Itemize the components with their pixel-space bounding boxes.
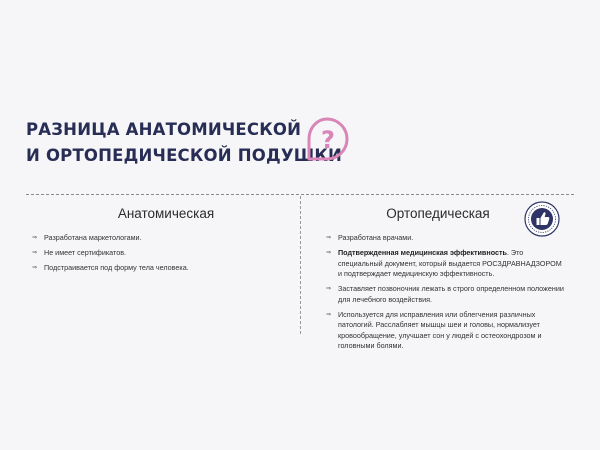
arrow-bullet-icon: ⇒ [32, 265, 38, 271]
page-title-line-1: РАЗНИЦА АНАТОМИЧЕСКОЙ [26, 120, 302, 139]
list-item [32, 233, 282, 244]
list-item-text: Подстраивается под форму тела человека. [44, 263, 189, 272]
list-item-bold-text: Подтвержденная медицинская эффективность [338, 248, 507, 257]
svg-text:?: ? [321, 126, 335, 154]
anatomical-list [32, 233, 282, 278]
list-item-text: Заставляет позвоночник лежать в строго определенном положении для лечебного воздействия. [338, 284, 564, 304]
arrow-bullet-icon: ⇒ [326, 250, 332, 256]
vertical-divider [300, 196, 301, 334]
arrow-bullet-icon: ⇒ [326, 286, 332, 292]
orthopedic-list [326, 233, 566, 356]
list-item [326, 233, 566, 244]
list-item [32, 248, 282, 259]
list-item-text: Не имеет сертификатов. [44, 248, 127, 257]
arrow-bullet-icon: ⇒ [326, 311, 332, 318]
list-item-text: Разработана врачами. [338, 233, 414, 242]
list-item-text: Используется для исправления или облегчения различных патологий. Расслабляет мышцы шеи и головы, нормализует кровообращение, улучшает сон у людей с остеохондрозом и головными болями. [338, 309, 542, 350]
list-item [326, 248, 566, 280]
page-title-line-2: И ОРТОПЕДИЧЕСКОЙ ПОДУШКИ [26, 146, 343, 165]
list-item-text: . Это специальный документ, который выдается РОСЗДРАВНАДЗОРОМ и подтверждает медицинскую эффективность. [338, 248, 562, 278]
list-item [326, 310, 566, 352]
arrow-bullet-icon: ⇒ [32, 250, 38, 256]
page-title [26, 117, 342, 169]
question-bubble-icon [303, 115, 351, 163]
arrow-bullet-icon: ⇒ [32, 235, 38, 241]
arrow-bullet-icon: ⇒ [326, 235, 332, 241]
anatomical-heading: Анатомическая [117, 206, 215, 221]
horizontal-divider [26, 194, 574, 195]
list-item [32, 263, 282, 274]
thumbs-up-badge-icon [524, 201, 560, 237]
list-item-text: Разработана маркетологами. [44, 233, 142, 242]
list-item [326, 284, 566, 305]
orthopedic-heading: Ортопедическая [386, 206, 490, 221]
